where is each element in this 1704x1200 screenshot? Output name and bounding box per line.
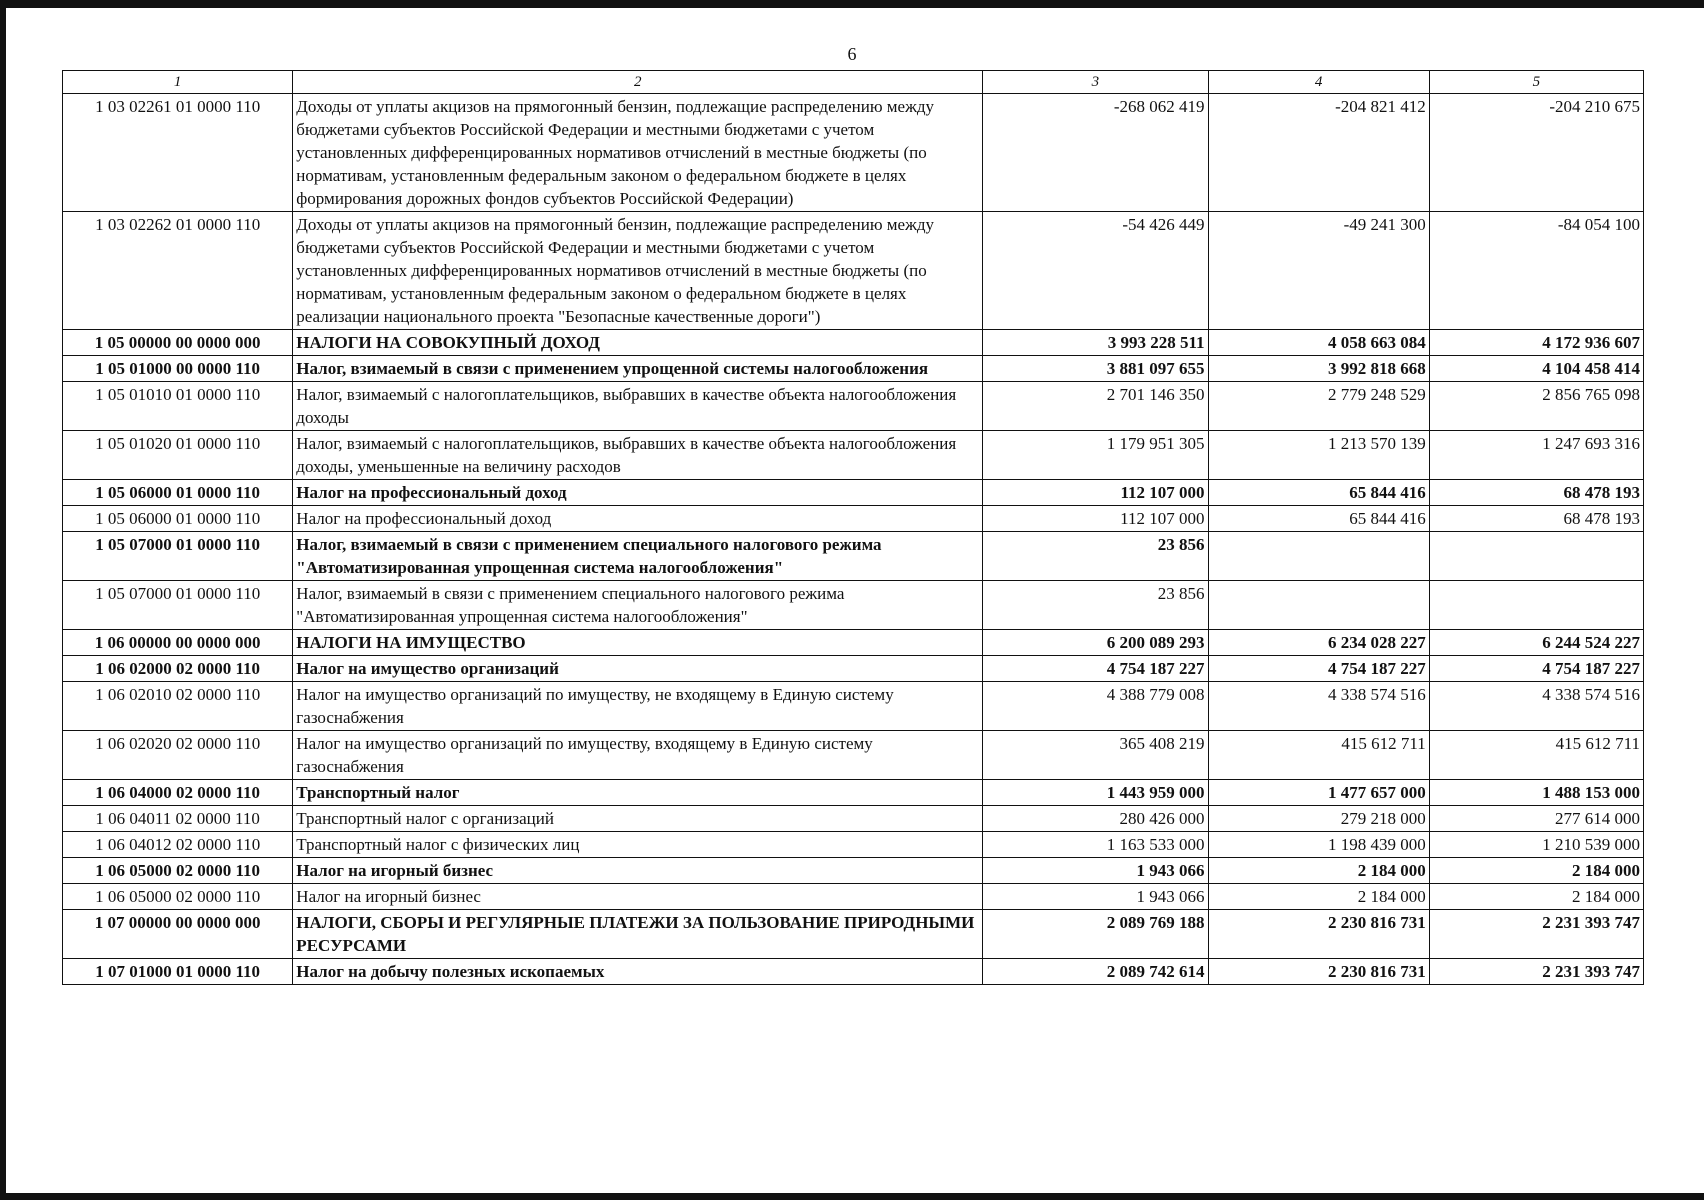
budget-code-cell: 1 03 02262 01 0000 110 (63, 212, 293, 330)
scan-border-left (0, 0, 6, 1200)
revenue-name-cell: Транспортный налог (293, 780, 983, 806)
amount-col5-cell: 1 488 153 000 (1429, 780, 1643, 806)
table-row (63, 806, 1644, 832)
amount-col5-cell: 2 231 393 747 (1429, 959, 1643, 985)
table-row (63, 212, 1644, 330)
amount-col5-cell: 68 478 193 (1429, 506, 1643, 532)
amount-col3-cell: 23 856 (983, 581, 1208, 630)
budget-code-cell: 1 05 06000 01 0000 110 (63, 480, 293, 506)
page-number: 6 (847, 44, 857, 64)
amount-col3-cell: 2 089 742 614 (983, 959, 1208, 985)
amount-col5-cell: 68 478 193 (1429, 480, 1643, 506)
scan-border-bottom (0, 1193, 1704, 1200)
amount-col4-cell: -49 241 300 (1208, 212, 1429, 330)
amount-col3-cell: 112 107 000 (983, 480, 1208, 506)
budget-code-cell: 1 05 07000 01 0000 110 (63, 581, 293, 630)
amount-col3-cell: 1 443 959 000 (983, 780, 1208, 806)
table-row (63, 731, 1644, 780)
amount-col4-cell: 2 184 000 (1208, 858, 1429, 884)
column-number-row (63, 71, 1644, 94)
revenue-name-cell: Налог, взимаемый с налогоплательщиков, выбравших в качестве объекта налогообложения доходы, уменьшенные на величину расходов (293, 431, 983, 480)
amount-col5-cell: 6 244 524 227 (1429, 630, 1643, 656)
column-header-3: 3 (983, 71, 1208, 94)
amount-col3-cell: 4 388 779 008 (983, 682, 1208, 731)
amount-col3-cell: 1 943 066 (983, 884, 1208, 910)
amount-col3-cell: 112 107 000 (983, 506, 1208, 532)
budget-code-cell: 1 05 01020 01 0000 110 (63, 431, 293, 480)
revenue-name-cell: Налог, взимаемый с налогоплательщиков, выбравших в качестве объекта налогообложения доходы (293, 382, 983, 431)
amount-col3-cell: 2 701 146 350 (983, 382, 1208, 431)
table-row (63, 959, 1644, 985)
amount-col5-cell (1429, 581, 1643, 630)
amount-col5-cell: 4 104 458 414 (1429, 356, 1643, 382)
amount-col4-cell: 4 058 663 084 (1208, 330, 1429, 356)
revenue-name-cell: Налог на профессиональный доход (293, 506, 983, 532)
amount-col5-cell: 2 184 000 (1429, 858, 1643, 884)
amount-col3-cell: 1 179 951 305 (983, 431, 1208, 480)
budget-code-cell: 1 06 02000 02 0000 110 (63, 656, 293, 682)
revenue-table (62, 70, 1644, 985)
amount-col4-cell: 2 230 816 731 (1208, 959, 1429, 985)
amount-col5-cell: 1 247 693 316 (1429, 431, 1643, 480)
revenue-name-cell: Налог на игорный бизнес (293, 858, 983, 884)
budget-code-cell: 1 06 02010 02 0000 110 (63, 682, 293, 731)
table-row (63, 656, 1644, 682)
table-row (63, 581, 1644, 630)
table-row (63, 382, 1644, 431)
budget-code-cell: 1 06 02020 02 0000 110 (63, 731, 293, 780)
revenue-name-cell: Транспортный налог с организаций (293, 806, 983, 832)
budget-code-cell: 1 06 00000 00 0000 000 (63, 630, 293, 656)
revenue-name-cell: Налог на профессиональный доход (293, 480, 983, 506)
amount-col4-cell: 1 213 570 139 (1208, 431, 1429, 480)
amount-col5-cell: 4 338 574 516 (1429, 682, 1643, 731)
amount-col3-cell: 3 993 228 511 (983, 330, 1208, 356)
table-row (63, 480, 1644, 506)
revenue-name-cell: Доходы от уплаты акцизов на прямогонный бензин, подлежащие распределению между бюджетами субъектов Российской Федерации и местными бюджетами с учетом установленных дифференцированных нормативов отчислений в местные бюджеты (по нормативам, установленным федеральным законом о федеральном бюджете в целях реализации национального проекта "Безопасные качественные дороги") (293, 212, 983, 330)
table-row (63, 431, 1644, 480)
column-header-1: 1 (63, 71, 293, 94)
table-row (63, 858, 1644, 884)
amount-col4-cell: 4 338 574 516 (1208, 682, 1429, 731)
amount-col4-cell: 279 218 000 (1208, 806, 1429, 832)
table-row (63, 910, 1644, 959)
amount-col4-cell: 3 992 818 668 (1208, 356, 1429, 382)
amount-col4-cell: 1 198 439 000 (1208, 832, 1429, 858)
amount-col4-cell: 65 844 416 (1208, 506, 1429, 532)
amount-col3-cell: 3 881 097 655 (983, 356, 1208, 382)
amount-col4-cell: 2 184 000 (1208, 884, 1429, 910)
amount-col3-cell: 23 856 (983, 532, 1208, 581)
table-row (63, 356, 1644, 382)
amount-col4-cell (1208, 581, 1429, 630)
revenue-name-cell: Налог, взимаемый в связи с применением специального налогового режима "Автоматизированная упрощенная система налогообложения" (293, 532, 983, 581)
amount-col4-cell: 1 477 657 000 (1208, 780, 1429, 806)
amount-col5-cell: 4 172 936 607 (1429, 330, 1643, 356)
amount-col4-cell: 415 612 711 (1208, 731, 1429, 780)
amount-col4-cell: 2 779 248 529 (1208, 382, 1429, 431)
column-header-2: 2 (293, 71, 983, 94)
budget-code-cell: 1 05 07000 01 0000 110 (63, 532, 293, 581)
table-row (63, 532, 1644, 581)
amount-col4-cell: 4 754 187 227 (1208, 656, 1429, 682)
column-header-4: 4 (1208, 71, 1429, 94)
revenue-name-cell: Налог, взимаемый в связи с применением специального налогового режима "Автоматизированная упрощенная система налогообложения" (293, 581, 983, 630)
amount-col3-cell: 365 408 219 (983, 731, 1208, 780)
amount-col4-cell (1208, 532, 1429, 581)
revenue-name-cell: Транспортный налог с физических лиц (293, 832, 983, 858)
revenue-name-cell: Налог на добычу полезных ископаемых (293, 959, 983, 985)
amount-col3-cell: 1 943 066 (983, 858, 1208, 884)
table-row (63, 884, 1644, 910)
amount-col4-cell: 6 234 028 227 (1208, 630, 1429, 656)
table-row (63, 682, 1644, 731)
amount-col5-cell: 2 856 765 098 (1429, 382, 1643, 431)
revenue-name-cell: НАЛОГИ, СБОРЫ И РЕГУЛЯРНЫЕ ПЛАТЕЖИ ЗА ПОЛЬЗОВАНИЕ ПРИРОДНЫМИ РЕСУРСАМИ (293, 910, 983, 959)
budget-code-cell: 1 05 01010 01 0000 110 (63, 382, 293, 431)
revenue-name-cell: НАЛОГИ НА ИМУЩЕСТВО (293, 630, 983, 656)
amount-col5-cell: 277 614 000 (1429, 806, 1643, 832)
revenue-name-cell: Налог на игорный бизнес (293, 884, 983, 910)
amount-col5-cell (1429, 532, 1643, 581)
revenue-name-cell: Налог, взимаемый в связи с применением упрощенной системы налогообложения (293, 356, 983, 382)
amount-col5-cell: -84 054 100 (1429, 212, 1643, 330)
amount-col4-cell: -204 821 412 (1208, 94, 1429, 212)
budget-code-cell: 1 05 00000 00 0000 000 (63, 330, 293, 356)
amount-col3-cell: 6 200 089 293 (983, 630, 1208, 656)
budget-code-cell: 1 07 00000 00 0000 000 (63, 910, 293, 959)
revenue-name-cell: Налог на имущество организаций по имуществу, не входящему в Единую систему газоснабжения (293, 682, 983, 731)
table-row (63, 780, 1644, 806)
revenue-name-cell: Налог на имущество организаций (293, 656, 983, 682)
amount-col3-cell: -54 426 449 (983, 212, 1208, 330)
budget-code-cell: 1 06 04011 02 0000 110 (63, 806, 293, 832)
table-row (63, 630, 1644, 656)
amount-col5-cell: 2 231 393 747 (1429, 910, 1643, 959)
budget-code-cell: 1 05 01000 00 0000 110 (63, 356, 293, 382)
table-row (63, 330, 1644, 356)
amount-col3-cell: 2 089 769 188 (983, 910, 1208, 959)
amount-col3-cell: 1 163 533 000 (983, 832, 1208, 858)
amount-col5-cell: 415 612 711 (1429, 731, 1643, 780)
budget-code-cell: 1 06 04000 02 0000 110 (63, 780, 293, 806)
budget-code-cell: 1 07 01000 01 0000 110 (63, 959, 293, 985)
amount-col5-cell: 2 184 000 (1429, 884, 1643, 910)
budget-code-cell: 1 03 02261 01 0000 110 (63, 94, 293, 212)
revenue-name-cell: НАЛОГИ НА СОВОКУПНЫЙ ДОХОД (293, 330, 983, 356)
budget-code-cell: 1 05 06000 01 0000 110 (63, 506, 293, 532)
amount-col5-cell: 1 210 539 000 (1429, 832, 1643, 858)
amount-col3-cell: -268 062 419 (983, 94, 1208, 212)
amount-col5-cell: -204 210 675 (1429, 94, 1643, 212)
amount-col3-cell: 280 426 000 (983, 806, 1208, 832)
column-header-5: 5 (1429, 71, 1643, 94)
amount-col4-cell: 65 844 416 (1208, 480, 1429, 506)
table-row (63, 832, 1644, 858)
amount-col5-cell: 4 754 187 227 (1429, 656, 1643, 682)
revenue-table-body (63, 71, 1644, 985)
amount-col4-cell: 2 230 816 731 (1208, 910, 1429, 959)
table-row (63, 506, 1644, 532)
budget-code-cell: 1 06 04012 02 0000 110 (63, 832, 293, 858)
amount-col3-cell: 4 754 187 227 (983, 656, 1208, 682)
table-row (63, 94, 1644, 212)
budget-code-cell: 1 06 05000 02 0000 110 (63, 858, 293, 884)
revenue-name-cell: Налог на имущество организаций по имуществу, входящему в Единую систему газоснабжения (293, 731, 983, 780)
scan-border-top (0, 0, 1704, 8)
budget-code-cell: 1 06 05000 02 0000 110 (63, 884, 293, 910)
revenue-name-cell: Доходы от уплаты акцизов на прямогонный бензин, подлежащие распределению между бюджетами субъектов Российской Федерации и местными бюджетами с учетом установленных дифференцированных нормативов отчислений в местные бюджеты (по нормативам, установленным федеральным законом о федеральном бюджете в целях формирования дорожных фондов субъектов Российской Федерации) (293, 94, 983, 212)
